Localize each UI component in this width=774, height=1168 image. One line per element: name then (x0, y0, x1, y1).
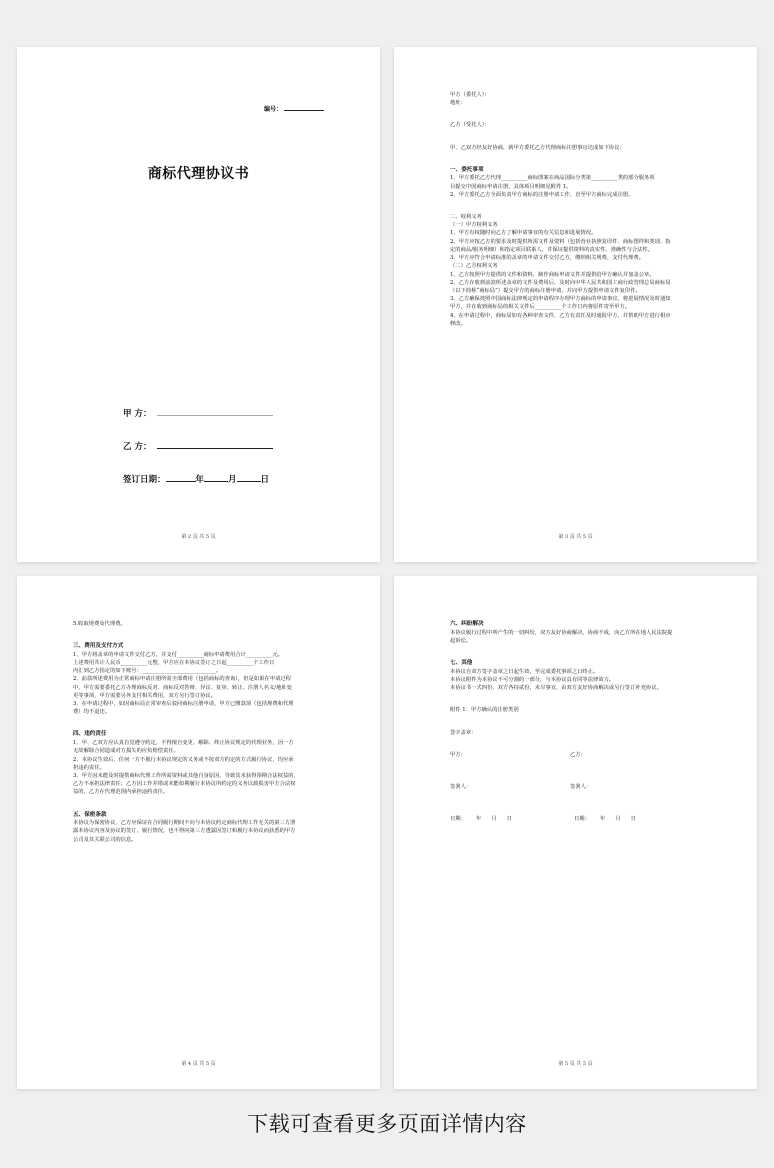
document-title: 商标代理协议书 (147, 166, 250, 182)
page-body (73, 620, 326, 844)
text-line: 本协议履行过程中所产生的一切纠纷，双方友好协商解决，协商不成，向乙方所在地人民法院提 (450, 629, 673, 636)
spacer (450, 645, 703, 659)
party-a-field (123, 407, 273, 419)
year-label: 年 (195, 475, 205, 485)
text-line: 修改。 (450, 320, 466, 327)
text-line: 上述费用共计人民币__________元整，甲方应在本协议签订之日起__________个工作日 (73, 660, 275, 667)
text-line: 甲、乙双方经友好协商，就甲方委托乙方代理商标注册事宜达成如下协议： (450, 144, 625, 151)
text-line: 无故解除合同造成对方损失的应负赔偿责任。 (73, 748, 179, 755)
sign-party-row (450, 751, 703, 759)
text-line: 2、甲方委托乙方全面负责甲方商标的注册申请工作，直至甲方商标完成注册。 (450, 191, 634, 198)
text-line: 起诉讼。 (450, 637, 472, 644)
sign-date-b: 日期： 年 月 日 (574, 815, 637, 822)
party-b-field (123, 440, 273, 452)
day-label: 日 (260, 475, 270, 485)
page-footer: 第 5 页 共 5 页 (558, 1061, 593, 1067)
page-footer: 第 2 页 共 5 页 (181, 534, 216, 540)
text-line: 内汇到乙方指定的如下账号：____________________________。 (73, 668, 222, 675)
spacer (450, 107, 703, 121)
text-line: 1、甲、乙双方应认真自觉遵守约定，不得擅自变更、解除、终止协议规定的代理业务，因一方 (73, 740, 294, 747)
text-line: 公司及其关联公司的信息。 (73, 836, 137, 843)
month-label: 月 (228, 475, 237, 485)
section-heading: 一、委托事项 (450, 166, 484, 173)
section-heading: 五、保密条款 (73, 811, 107, 818)
text-line: 2、前款所述费用为正常商标申请注册所需全部费用（包括商标的查询），但是如果在申请过程 (73, 676, 291, 683)
text-line: 附件 1：甲方确认的注册类别 (450, 707, 519, 714)
text-line: 地址： (450, 100, 466, 107)
page-body (450, 91, 703, 328)
party-a-label: 甲 方： (123, 409, 152, 419)
signer-a: 签署人： (450, 783, 472, 790)
section-heading: 四、违约责任 (73, 731, 107, 738)
section-heading: 七、其他 (450, 660, 473, 667)
sign-date-a: 日期： 年 月 日 (450, 815, 513, 822)
spacer (450, 130, 703, 144)
text-line: （一）甲方权利义务 (450, 222, 498, 229)
agreement-page-4 (17, 576, 380, 1089)
text-line: 1、甲方委托乙方代理__________商标图案在商品国际分类第__________类的部分服务项 (450, 175, 655, 182)
spacer (450, 715, 703, 729)
party-a-blank (157, 407, 273, 416)
text-line: 益的，乙方在代理范围内承担违约责任。 (73, 789, 169, 796)
text-line: 3、甲方应符合申请标准的盖章的申请文件交付乙方，缴纳相关规费，支付代理费。 (450, 255, 645, 262)
text-line: 签字盖章： (450, 729, 477, 736)
text-line: 目提交中国商标申请注册，具体项目明细见附件 1。 (450, 183, 572, 190)
text-line: 4、在申请过程中，商标局如有各种审查文件，乙方有责任及时通报甲方，并帮助甲方进行相应 (450, 312, 671, 319)
serial-label: 编号： (263, 106, 282, 113)
text-line: （以下简称“商标局”）提交甲方的商标注册申请，并向甲方提供申请文件复印件。 (450, 287, 641, 294)
text-line: 甲方，并在收到商标局的相关文件后__________个工作日内将原件寄至甲方。 (450, 304, 631, 311)
spacer (73, 797, 326, 811)
year-blank (166, 473, 196, 482)
text-line: 本协议为保密协议，乙方应保证在合同履行期间不向与本协议约定商标代理工作无关的第三方泄 (73, 820, 296, 827)
serial-blank (284, 104, 324, 111)
agreement-page-3 (394, 47, 757, 562)
day-blank (237, 473, 261, 482)
spacer (450, 692, 703, 706)
signer-b: 签署人： (570, 783, 592, 790)
sign-date-label: 签订日期： (123, 475, 166, 485)
text-line: 3、乙方确保按照中国商标法律规定的申请程序办理甲方商标的申请事宜，将进展情况及时通知 (450, 296, 671, 303)
text-line: 1、乙方按照甲方提供的文件和资料，制作商标申请文件并提供给甲方确认并加盖公章。 (450, 271, 655, 278)
text-line: 担违约责任。 (73, 764, 105, 771)
text-line: 定的商品/服务明细）和指定项目联系人，并保证提供资料的真实性、准确性与合法性。 (450, 246, 654, 253)
cover-page (17, 47, 380, 562)
party-b-label: 乙 方： (123, 442, 152, 452)
text-line: 甲方（委托人）： (450, 92, 490, 98)
text-line: （二）乙方权利义务 (450, 263, 498, 270)
text-line: 5.收取规费及代理费。 (73, 621, 126, 627)
sign-party-a: 甲方： (450, 751, 466, 758)
text-line: 中，甲方需要委托乙方办理商标反对、商标反对答辩、异议、复审、转让、注册人名义/地址变 (73, 684, 292, 691)
signer-row (450, 783, 703, 791)
serial-number-field (264, 104, 324, 113)
spacer (73, 716, 326, 730)
text-line: 乙方（受托人）： (450, 122, 490, 129)
text-line: 2、乙方在收到前款所述盖章的文件及费用后，及时向中华人民共和国工商行政管理总局商标局 (450, 279, 671, 286)
terms-block (450, 620, 703, 737)
party-b-blank (157, 440, 273, 449)
text-line: 露本协议内容及协议的签订、履行情况，也不得向第三方透露因签订和履行本协议而获悉的甲方 (73, 828, 296, 835)
text-line: 2、本协议生效后，任何一方不履行本协议规定的义务或不按双方约定的方式履行协议，均应承 (73, 756, 294, 763)
page-footer: 第 4 页 共 5 页 (181, 1061, 216, 1067)
page-body (450, 620, 703, 823)
text-line: 3、甲方因未能及时提供商标代理工作所需资料或其他自身原因，导致其未获得预期合法权益的， (73, 772, 299, 779)
text-line: 二、权利义务 (450, 214, 482, 221)
spacer (450, 199, 703, 213)
text-line: 本协议自双方签字盖章之日起生效，至完成委托事项之日终止。 (450, 668, 599, 675)
download-caption: 下载可查看更多页面详情内容 (247, 1112, 527, 1136)
sign-party-b: 乙方： (570, 751, 586, 758)
agreement-page-5 (394, 576, 757, 1089)
sign-date-row (450, 815, 703, 823)
text-line: 1、甲方将盖章的申请文件交付乙方，并支付__________商标申请费用合计__________元。 (73, 651, 283, 658)
sign-date-field (123, 473, 269, 485)
text-line: 费）均不退还。 (73, 709, 111, 716)
text-line: 本协议附件为本协议不可分割的一部分，与本协议具有同等法律效力。 (450, 676, 615, 683)
text-line: 2、甲方应按乙方的要求及时提供所需文件及资料（包括营业执照复印件、商标图样和类别、指 (450, 238, 671, 245)
text-line: 3、在申请过程中，如因商标局正常审查后驳回商标注册申请，甲方已缴款项（包括规费和代理 (73, 701, 294, 708)
section-heading: 三、费用及支付方式 (73, 643, 124, 650)
month-blank (204, 473, 228, 482)
text-line: 1、甲方有权随时向乙方了解申请事宜的有关信息和进展情况。 (450, 230, 597, 237)
text-line: 本协议书一式四份，双方各持贰份，未尽事宜，由双方友好协商解决或另行签订补充协议。 (450, 685, 662, 692)
text-line: 更等事项，甲方需要另外支付相关费用，双方另行签订协议。 (73, 692, 217, 699)
text-line: 乙方不承担法律责任；乙方因工作差错或未能如期履行本协议所约定的义务以致损害甲方合法权 (73, 781, 296, 788)
spacer (73, 628, 326, 642)
page-footer: 第 3 页 共 5 页 (558, 534, 593, 540)
section-heading: 六、纠纷解决 (450, 621, 484, 627)
spacer (450, 152, 703, 166)
